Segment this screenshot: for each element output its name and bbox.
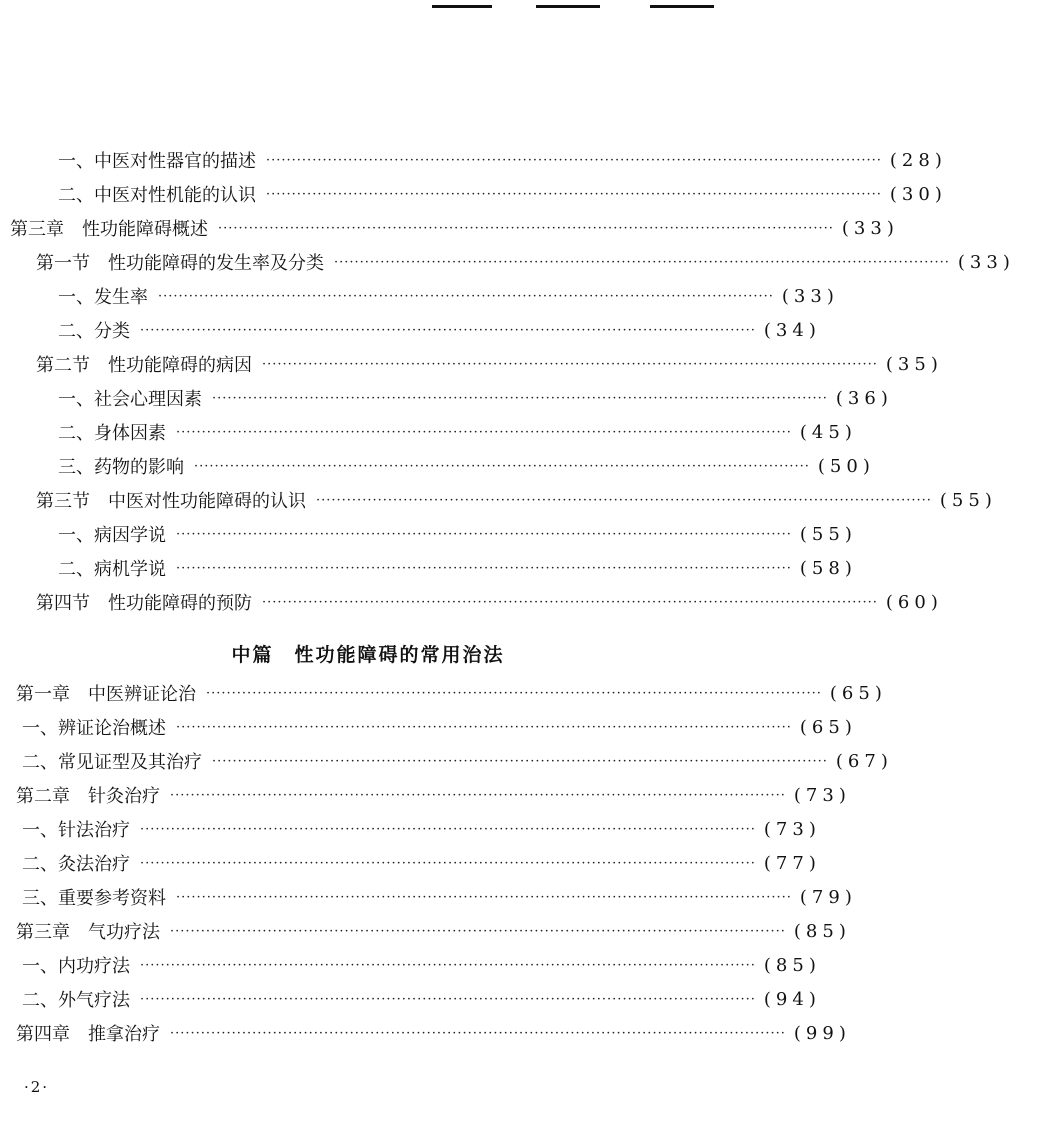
toc-entry — [58, 313, 821, 347]
dot-leader: ························································································································ — [140, 855, 756, 871]
toc-entry — [58, 279, 839, 313]
toc-entry — [36, 245, 1015, 279]
toc-entry-page: (85) — [763, 954, 821, 976]
dot-leader: ························································································································ — [170, 787, 786, 803]
toc-entry-page: (85) — [793, 920, 851, 942]
dot-leader: ························································································································ — [170, 1025, 786, 1041]
toc-entry-page: (55) — [939, 489, 997, 511]
toc-entry-page: (73) — [793, 784, 851, 806]
toc-entry — [36, 347, 943, 381]
toc-entry-page: (94) — [763, 988, 821, 1010]
toc-entry-title: 三、重要参考资料 — [22, 888, 166, 909]
dot-leader: ························································································································ — [140, 957, 756, 973]
toc-entry-title: 第三章 性功能障碍概述 — [10, 219, 208, 240]
toc-entry — [16, 1016, 851, 1050]
toc-entry — [58, 551, 857, 585]
toc-entry-page: (79) — [799, 886, 857, 908]
toc-entry — [58, 143, 947, 177]
toc-entry-page: (67) — [835, 750, 893, 772]
toc-entry — [16, 676, 887, 710]
dot-leader: ························································································································ — [158, 288, 774, 304]
dot-leader: ························································································································ — [176, 560, 792, 576]
dot-leader: ························································································································ — [262, 594, 878, 610]
part-title: 中篇 性功能障碍的常用治法 — [231, 644, 505, 666]
toc-entry-page: (34) — [763, 319, 821, 341]
toc-entry-title: 二、身体因素 — [58, 423, 166, 444]
toc-entry-page: (35) — [885, 353, 943, 375]
dot-leader: ························································································································ — [140, 991, 756, 1007]
toc-entry — [22, 710, 857, 744]
dot-leader: ························································································································ — [176, 424, 792, 440]
dot-leader: ························································································································ — [316, 492, 932, 508]
dot-leader: ························································································································ — [266, 152, 882, 168]
dot-leader: ························································································································ — [140, 322, 756, 338]
toc-entry-title: 一、病因学说 — [58, 525, 166, 546]
toc-entry — [58, 415, 857, 449]
toc-entry-page: (33) — [781, 285, 839, 307]
dot-leader: ························································································································ — [262, 356, 878, 372]
toc-entry-title: 第二节 性功能障碍的病因 — [36, 355, 252, 376]
toc-entry-title: 一、针法治疗 — [22, 820, 130, 841]
dot-leader: ························································································································ — [212, 753, 828, 769]
toc-entry-title: 第四节 性功能障碍的预防 — [36, 593, 252, 614]
toc-entry-page: (55) — [799, 523, 857, 545]
toc-entry-page: (33) — [841, 217, 899, 239]
toc-entry-title: 第二章 针灸治疗 — [16, 786, 160, 807]
toc-entry — [22, 846, 821, 880]
page-number: ·2· — [24, 1078, 50, 1096]
dot-leader: ························································································································ — [140, 821, 756, 837]
toc-entry-title: 二、常见证型及其治疗 — [22, 752, 202, 773]
toc-entry-page: (33) — [957, 251, 1015, 273]
toc-entry — [36, 483, 997, 517]
toc-entry — [16, 914, 851, 948]
toc-entry-title: 第三节 中医对性功能障碍的认识 — [36, 491, 306, 512]
toc-entry — [22, 948, 821, 982]
toc-entry-title: 一、内功疗法 — [22, 956, 130, 977]
toc-entry-page: (77) — [763, 852, 821, 874]
toc-entry — [22, 812, 821, 846]
toc-entry-title: 第一节 性功能障碍的发生率及分类 — [36, 253, 324, 274]
toc-entry-page: (28) — [889, 149, 947, 171]
toc-entry — [58, 449, 875, 483]
top-rule — [650, 5, 714, 8]
top-rule — [536, 5, 600, 8]
toc-entry-page: (73) — [763, 818, 821, 840]
toc-entry — [16, 778, 851, 812]
toc-entry-title: 一、发生率 — [58, 287, 148, 308]
toc-entry-page: (65) — [799, 716, 857, 738]
toc-entry-title: 一、辨证论治概述 — [22, 718, 166, 739]
toc-entry-title: 一、社会心理因素 — [58, 389, 202, 410]
toc-entry-page: (99) — [793, 1022, 851, 1044]
toc-entry — [22, 982, 821, 1016]
toc-entry-title: 三、药物的影响 — [58, 457, 184, 478]
toc-entry — [10, 211, 899, 245]
toc-entry-title: 第四章 推拿治疗 — [16, 1024, 160, 1045]
toc-entry — [58, 177, 947, 211]
toc-entry-title: 第三章 气功疗法 — [16, 922, 160, 943]
dot-leader: ························································································································ — [206, 685, 822, 701]
toc-entry-title: 二、分类 — [58, 321, 130, 342]
toc-entry-page: (50) — [817, 455, 875, 477]
toc-entry-title: 二、中医对性机能的认识 — [58, 185, 256, 206]
dot-leader: ························································································································ — [266, 186, 882, 202]
dot-leader: ························································································································ — [176, 719, 792, 735]
toc-entry — [36, 585, 943, 619]
dot-leader: ························································································································ — [218, 220, 834, 236]
toc-entry-page: (58) — [799, 557, 857, 579]
toc-entry-page: (45) — [799, 421, 857, 443]
toc-entry-page: (30) — [889, 183, 947, 205]
dot-leader: ························································································································ — [334, 254, 950, 270]
toc-entry-page: (36) — [835, 387, 893, 409]
dot-leader: ························································································································ — [194, 458, 810, 474]
dot-leader: ························································································································ — [170, 923, 786, 939]
dot-leader: ························································································································ — [176, 526, 792, 542]
toc-entry-title: 第一章 中医辨证论治 — [16, 684, 196, 705]
toc-entry — [58, 517, 857, 551]
top-rules — [0, 0, 736, 10]
toc-entry — [22, 880, 857, 914]
toc-entry-title: 二、病机学说 — [58, 559, 166, 580]
toc-entry — [58, 381, 893, 415]
dot-leader: ························································································································ — [176, 889, 792, 905]
top-rule — [432, 5, 492, 8]
dot-leader: ························································································································ — [212, 390, 828, 406]
toc-entry — [22, 744, 893, 778]
toc-entry-page: (65) — [829, 682, 887, 704]
toc-entry-title: 二、灸法治疗 — [22, 854, 130, 875]
toc-entry-page: (60) — [885, 591, 943, 613]
toc-entry-title: 二、外气疗法 — [22, 990, 130, 1011]
toc-entry-title: 一、中医对性器官的描述 — [58, 151, 256, 172]
